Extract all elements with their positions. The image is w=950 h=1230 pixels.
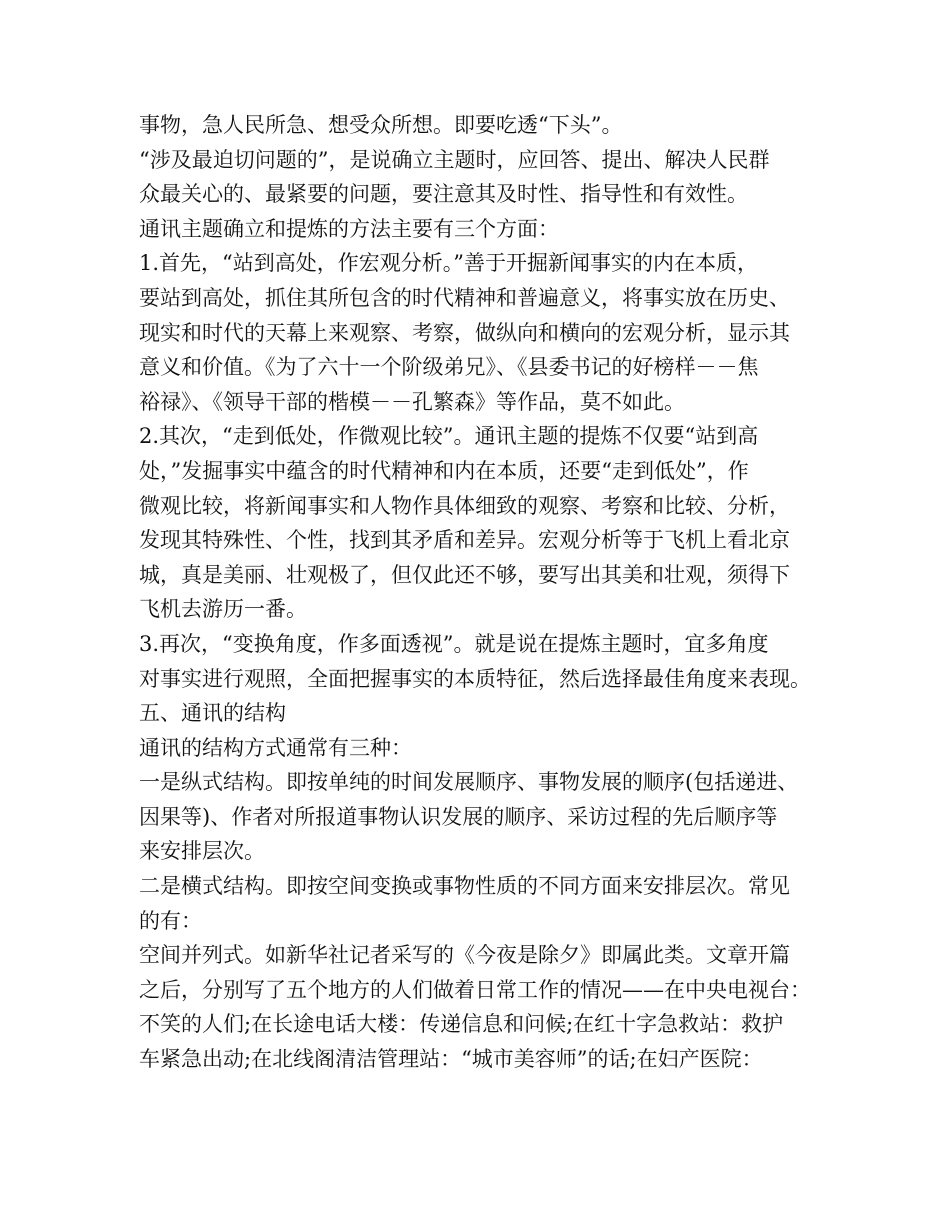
- text-line: 之后，分别写了五个地方的人们做着日常工作的情况——在中央电视台：: [139, 977, 811, 1002]
- text-line: 来安排层次。: [139, 839, 265, 864]
- text-line: 城，真是美丽、壮观极了，但仅此还不够，要写出其美和壮观，须得下: [139, 562, 790, 587]
- text-line: 的有：: [139, 908, 202, 933]
- text-line: 一是纵式结构。即按单纯的时间发展顺序、事物发展的顺序(包括递进、: [139, 770, 799, 795]
- section-heading: 五、通讯的结构: [139, 701, 286, 726]
- text-line: 车紧急出动;在北线阁清洁管理站：“城市美容师”的话;在妇产医院：: [139, 1047, 763, 1072]
- text-line: 微观比较，将新闻事实和人物作具体细致的观察、考察和比较、分析，: [139, 493, 790, 518]
- text-line: 不笑的人们;在长途电话大楼：传递信息和问候;在红十字急救站：救护: [139, 1012, 784, 1037]
- text-line: “涉及最迫切问题的”，是说确立主题时，应回答、提出、解决人民群: [139, 147, 770, 172]
- text-line: 发现其特殊性、个性，找到其矛盾和差异。宏观分析等于飞机上看北京: [139, 528, 790, 553]
- text-line: 众最关心的、最紧要的问题，要注意其及时性、指导性和有效性。: [139, 182, 748, 207]
- text-line: 意义和价值。《为了六十一个阶级弟兄》、《县委书记的好榜样－－焦: [139, 355, 759, 380]
- text-line: 裕禄》、《领导干部的楷模－－孔繁森》等作品，莫不如此。: [139, 389, 685, 414]
- text-line: 事物，急人民所急、想受众所想。即要吃透“下头”。: [139, 113, 623, 137]
- text-line: 2.其次，“走到低处，作微观比较”。通讯主题的提炼不仅要“站到高: [139, 424, 759, 449]
- text-line: 现实和时代的天幕上来观察、考察，做纵向和横向的宏观分析，显示其: [139, 320, 790, 345]
- text-line: 3.再次，“变换角度，作多面透视”。就是说在提炼主题时，宜多角度: [139, 631, 769, 656]
- text-line: 对事实进行观照，全面把握事实的本质特征，然后选择最佳角度来表现。: [139, 666, 811, 691]
- text-line: 要站到高处，抓住其所包含的时代精神和普遍意义，将事实放在历史、: [139, 285, 790, 310]
- text-line: 通讯的结构方式通常有三种：: [139, 735, 412, 760]
- document-body: [139, 108, 829, 1077]
- text-line: 空间并列式。如新华社记者采写的《今夜是除夕》即属此类。文章开篇: [139, 943, 790, 968]
- text-line: 二是横式结构。即按空间变换或事物性质的不同方面来安排层次。常见: [139, 874, 790, 899]
- text-line: 通讯主题确立和提炼的方法主要有三个方面：: [139, 216, 559, 241]
- text-line: 飞机去游历一番。: [139, 597, 307, 622]
- text-line: 因果等)、作者对所报道事物认识发展的顺序、采访过程的先后顺序等: [139, 804, 778, 829]
- text-line: 1.首先，“站到高处，作宏观分析。”善于开掘新闻事实的内在本质，: [139, 251, 759, 276]
- text-line: 处，”发掘事实中蕴含的时代精神和内在本质，还要“走到低处”，作: [139, 458, 749, 483]
